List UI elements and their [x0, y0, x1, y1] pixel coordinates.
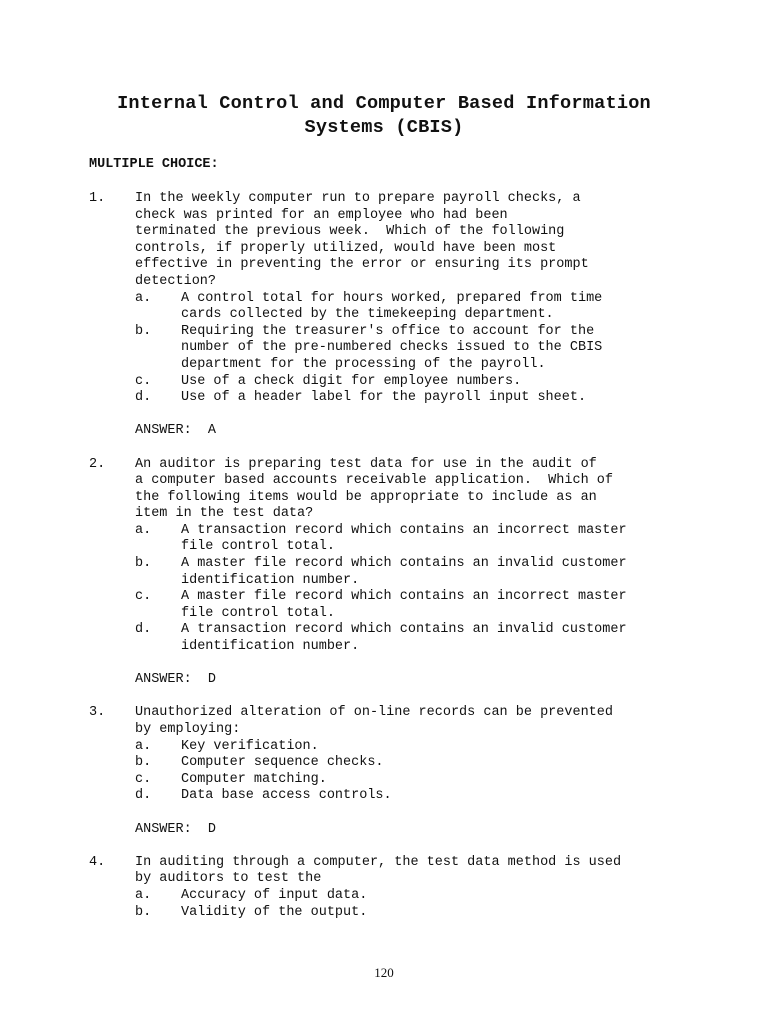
option-text: Computer sequence checks. [181, 755, 384, 771]
option-text: A master file record which contains an incorrect master [181, 589, 627, 605]
question-number [89, 257, 135, 274]
answer-option [135, 888, 689, 905]
question-number: 2. [89, 456, 106, 472]
option-letter: a. [135, 290, 152, 306]
option-text: Key verification. [181, 738, 319, 754]
option-letter [135, 573, 181, 590]
page-number: 120 [374, 965, 394, 980]
option-letter [135, 340, 181, 357]
question-number [89, 224, 135, 241]
answer-option [135, 374, 689, 391]
question-line [89, 855, 689, 872]
option-letter: a. [135, 522, 152, 538]
option-text: identification number. [181, 572, 360, 588]
answer-option [135, 755, 689, 772]
question-line [89, 191, 689, 208]
answer-option [135, 905, 689, 922]
answer-option [135, 357, 689, 374]
option-text: cards collected by the timekeeping department. [181, 307, 554, 323]
section-label: MULTIPLE CHOICE: [89, 157, 219, 172]
answer-option [135, 291, 689, 308]
option-letter: d. [135, 622, 152, 638]
question-line [89, 241, 689, 258]
question-text: check was printed for an employee who had been [135, 207, 508, 223]
answer-option [135, 539, 689, 556]
option-letter: a. [135, 738, 152, 754]
answer-option [135, 639, 689, 656]
question-text: controls, if properly utilized, would have been most [135, 240, 557, 256]
question-text: In auditing through a computer, the test data method is used [135, 854, 622, 870]
answer-key: ANSWER: D [135, 821, 217, 837]
question-line [89, 722, 689, 739]
answer-option [135, 622, 689, 639]
question-number: 1. [89, 191, 106, 206]
question-item [89, 191, 689, 440]
answer-option [135, 739, 689, 756]
answer-option [135, 390, 689, 407]
option-letter: b. [135, 556, 152, 572]
option-letter [135, 539, 181, 556]
option-text: number of the pre-numbered checks issued to the CBIS [181, 340, 603, 356]
option-text: Accuracy of input data. [181, 887, 368, 903]
option-letter: b. [135, 755, 152, 771]
answer-option [135, 340, 689, 357]
question-line [89, 871, 689, 888]
question-text: a computer based accounts receivable application. Which of [135, 473, 613, 489]
option-letter: a. [135, 887, 152, 903]
question-number [89, 241, 135, 258]
option-text: file control total. [181, 539, 335, 555]
option-letter [135, 606, 181, 623]
question-line [89, 257, 689, 274]
question-item [89, 855, 689, 921]
answer-key: ANSWER: D [135, 672, 217, 688]
question-item [89, 705, 689, 838]
question-line [89, 457, 689, 474]
page-title-line-1: Internal Control and Computer Based Information [117, 93, 651, 114]
answer-option [135, 307, 689, 324]
question-number [89, 722, 135, 739]
question-line [89, 473, 689, 490]
option-text: Requiring the treasurer's office to account for the [181, 323, 595, 339]
option-text: A master file record which contains an invalid customer [181, 556, 627, 572]
answer-options [135, 888, 689, 921]
option-text: A transaction record which contains an incorrect master [181, 522, 627, 538]
question-text: by auditors to test the [135, 871, 322, 887]
answer-option [135, 788, 689, 805]
question-text: terminated the previous week. Which of the following [135, 224, 565, 240]
page-title [0, 92, 768, 140]
question-line [89, 274, 689, 291]
question-text: detection? [135, 273, 217, 289]
question-line [89, 490, 689, 507]
question-number [89, 490, 135, 507]
answer-option [135, 606, 689, 623]
answer-option [135, 573, 689, 590]
answer-key: ANSWER: A [135, 423, 217, 439]
question-text: item in the test data? [135, 506, 314, 522]
question-number: 3. [89, 705, 106, 721]
option-letter [135, 639, 181, 656]
question-line [89, 224, 689, 241]
question-item [89, 457, 689, 689]
option-text: file control total. [181, 605, 335, 621]
answer-options [135, 291, 689, 407]
option-letter [135, 357, 181, 374]
option-text: Validity of the output. [181, 904, 368, 920]
question-text: by employing: [135, 722, 241, 737]
option-letter: c. [135, 589, 152, 605]
option-text: A control total for hours worked, prepared from time [181, 290, 603, 306]
question-number [89, 506, 135, 523]
option-letter: b. [135, 323, 152, 339]
option-letter: d. [135, 788, 152, 804]
answer-option [135, 556, 689, 573]
question-line [89, 208, 689, 225]
answer-option [135, 589, 689, 606]
question-number [89, 208, 135, 225]
question-number [89, 473, 135, 490]
answer-option [135, 324, 689, 341]
question-text: Unauthorized alteration of on-line records can be prevented [135, 705, 613, 721]
question-text: An auditor is preparing test data for use in the audit of [135, 456, 597, 472]
option-text: Use of a check digit for employee numbers. [181, 373, 522, 389]
answer-option [135, 772, 689, 789]
question-line [89, 705, 689, 722]
question-list [89, 191, 689, 938]
option-text: Use of a header label for the payroll input sheet. [181, 390, 587, 406]
option-text: A transaction record which contains an invalid customer [181, 622, 627, 638]
question-text: the following items would be appropriate to include as an [135, 489, 597, 505]
answer-option [135, 523, 689, 540]
question-text: In the weekly computer run to prepare payroll checks, a [135, 191, 581, 206]
option-text: Computer matching. [181, 771, 327, 787]
answer-options [135, 739, 689, 805]
option-letter: c. [135, 373, 152, 389]
option-letter: d. [135, 390, 152, 406]
option-text: department for the processing of the payroll. [181, 356, 546, 372]
question-number [89, 871, 135, 888]
question-line [89, 506, 689, 523]
answer-options [135, 523, 689, 656]
page-title-line-2: Systems (CBIS) [304, 117, 464, 138]
question-number [89, 274, 135, 291]
option-text: Data base access controls. [181, 788, 392, 804]
option-text: identification number. [181, 639, 360, 655]
question-number: 4. [89, 854, 106, 870]
option-letter: c. [135, 771, 152, 787]
option-letter: b. [135, 904, 152, 920]
question-text: effective in preventing the error or ensuring its prompt [135, 257, 589, 273]
option-letter [135, 307, 181, 324]
